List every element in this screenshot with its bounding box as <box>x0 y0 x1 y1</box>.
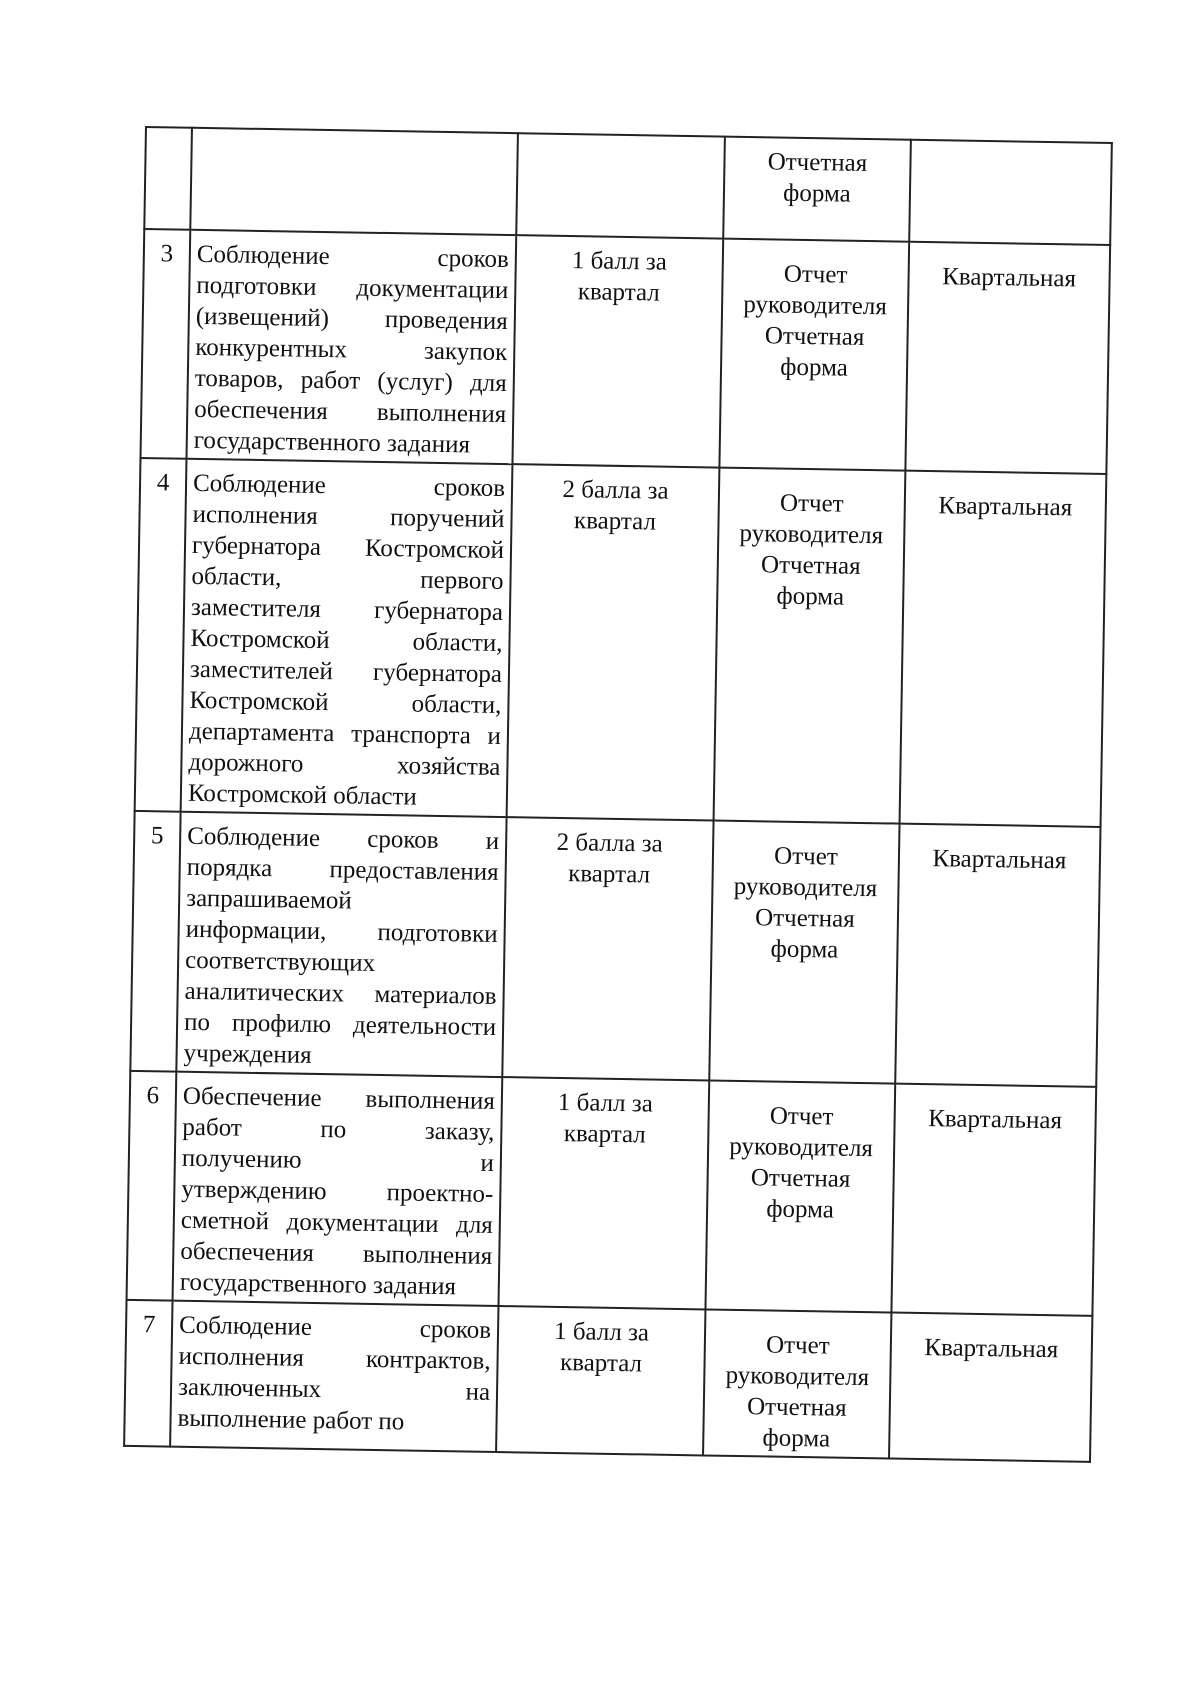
header-number-cell <box>144 127 192 230</box>
score-line: 1 балл за <box>571 247 668 276</box>
source-line: руководителя <box>733 872 878 903</box>
indicator-line: информации, подготовки <box>185 915 498 948</box>
indicator-line: подготовки документации <box>196 271 509 305</box>
source-line: Отчет <box>779 489 844 518</box>
indicator-cell <box>173 1072 503 1306</box>
indicator-cell <box>176 812 506 1077</box>
indicator-line: Соблюдение сроков <box>196 240 510 274</box>
score-line: 2 балла за <box>562 475 669 505</box>
table-row <box>124 1300 1092 1462</box>
period-cell: Квартальная <box>895 824 1100 1087</box>
period-cell: Квартальная <box>900 471 1107 827</box>
score-cell <box>498 1077 709 1309</box>
row-number-cell: 3 <box>140 229 190 459</box>
score-line: квартал <box>567 860 651 889</box>
source-cell <box>705 1080 895 1312</box>
source-cell <box>714 468 906 824</box>
source-line: форма <box>780 353 849 382</box>
indicator-line: исполнения контрактов, <box>178 1342 491 1375</box>
indicator-line: конкурентных закупок <box>195 333 508 367</box>
indicator-line: работ по заказу, <box>182 1113 495 1146</box>
indicator-line: запрашиваемой <box>185 884 353 915</box>
score-line: квартал <box>573 507 657 536</box>
row-number-cell: 4 <box>135 458 187 812</box>
indicator-line: заключенных на <box>177 1373 491 1406</box>
score-cell <box>507 464 720 820</box>
indicator-line: по профилю деятельности <box>183 1008 497 1041</box>
header-indicator-cell <box>190 128 518 235</box>
table-row <box>127 1071 1097 1316</box>
indicator-line: соответствующих <box>184 946 376 977</box>
criteria-table <box>123 126 1113 1463</box>
table-row <box>130 811 1100 1087</box>
header-score-cell <box>516 133 725 238</box>
indicator-line: (извещений) проведения <box>195 302 509 336</box>
source-line: Отчетная <box>750 1164 851 1193</box>
source-line: Отчет <box>773 842 838 871</box>
indicator-line: дорожного хозяйства <box>188 748 501 781</box>
period-cell: Квартальная <box>889 1313 1092 1462</box>
source-line: Отчет <box>783 260 848 289</box>
indicator-line: заместителей губернатора <box>189 655 503 688</box>
score-line: 1 балл за <box>557 1088 654 1118</box>
indicator-line: получению и <box>181 1144 495 1177</box>
source-cell <box>709 821 899 1084</box>
header-period-cell <box>909 140 1112 245</box>
indicator-line: аналитических материалов <box>184 977 497 1010</box>
score-line: 2 балла за <box>556 828 663 858</box>
source-line: форма <box>762 1424 831 1453</box>
indicator-line: порядка предоставления <box>186 853 499 886</box>
indicator-line: Костромской области, <box>189 686 502 719</box>
source-line: Отчет <box>765 1331 830 1360</box>
indicator-line: товаров, работ (услуг) для <box>194 364 508 398</box>
indicator-line: области, первого <box>191 562 504 596</box>
source-line: форма <box>766 1195 835 1224</box>
period-cell: Квартальная <box>905 242 1110 474</box>
score-cell <box>512 235 723 467</box>
indicator-line: Костромской области <box>187 779 418 811</box>
source-line: форма <box>770 935 839 964</box>
table-row <box>135 458 1107 827</box>
score-line: квартал <box>563 1120 647 1149</box>
period-cell: Квартальная <box>891 1084 1096 1316</box>
indicator-line: Костромской области, <box>190 624 503 657</box>
indicator-line: государственного задания <box>179 1268 457 1301</box>
indicator-cell <box>186 230 516 464</box>
header-source-line: форма <box>782 179 851 208</box>
table-header-row <box>144 127 1112 245</box>
source-line: руководителя <box>729 1132 874 1163</box>
indicator-line: учреждения <box>183 1039 312 1069</box>
indicator-line: выполнение работ по <box>177 1404 405 1436</box>
score-line: квартал <box>577 278 660 307</box>
source-line: Отчетная <box>746 1393 847 1422</box>
source-line: руководителя <box>725 1361 870 1392</box>
indicator-line: государственного задания <box>193 426 471 459</box>
indicator-line: сметной документации для <box>180 1206 494 1239</box>
indicator-line: Соблюдение сроков <box>178 1311 492 1344</box>
indicator-line: утверждению проектно- <box>181 1175 494 1208</box>
table-body <box>124 229 1110 1462</box>
indicator-line: обеспечения выполнения <box>194 395 507 429</box>
table-row <box>140 229 1110 474</box>
source-line: руководителя <box>739 519 884 550</box>
row-number-cell: 6 <box>127 1071 177 1301</box>
row-number-cell: 7 <box>124 1300 172 1447</box>
header-source-line: Отчетная <box>767 148 868 177</box>
indicator-line: Соблюдение сроков и <box>187 822 500 855</box>
score-line: 1 балл за <box>553 1317 650 1347</box>
source-line: Отчетная <box>760 551 861 580</box>
score-cell <box>502 817 713 1080</box>
indicator-line: заместителя губернатора <box>190 593 504 627</box>
header-source-cell <box>723 137 911 242</box>
source-line: Отчетная <box>764 322 865 351</box>
indicator-line: Обеспечение выполнения <box>182 1082 496 1115</box>
source-cell <box>703 1309 891 1458</box>
indicator-line: исполнения поручений <box>192 500 505 534</box>
indicator-cell <box>181 459 513 817</box>
source-cell <box>719 239 909 471</box>
indicator-line: губернатора Костромской <box>191 531 505 565</box>
row-number-cell: 5 <box>130 811 180 1072</box>
source-line: форма <box>776 582 845 611</box>
source-line: руководителя <box>743 290 888 321</box>
score-line: квартал <box>559 1349 643 1378</box>
score-cell <box>496 1306 705 1455</box>
indicator-line: обеспечения выполнения <box>180 1237 493 1270</box>
source-line: Отчетная <box>754 904 855 933</box>
indicator-line: департамента транспорта и <box>188 717 502 750</box>
indicator-line: Соблюдение сроков <box>192 469 506 503</box>
source-line: Отчет <box>769 1102 834 1131</box>
indicator-cell <box>170 1301 498 1452</box>
